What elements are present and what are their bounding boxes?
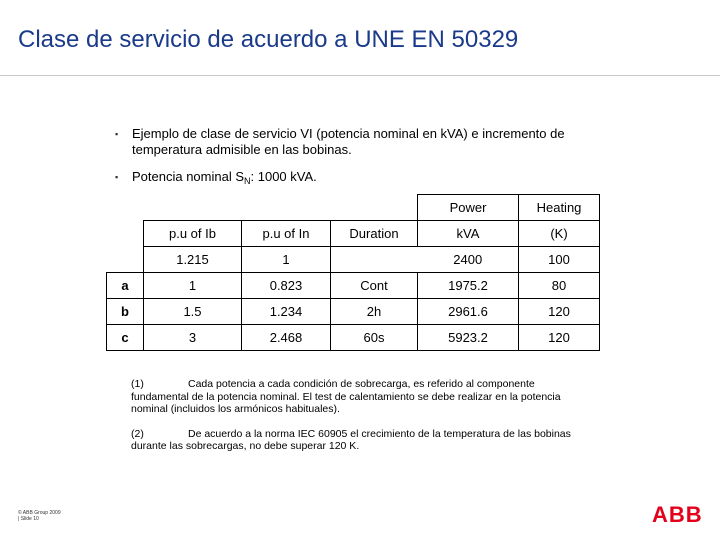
footnote [131, 378, 589, 416]
table-cell: 2.468 [242, 325, 331, 351]
bullet-item [115, 169, 585, 186]
table-row [107, 273, 600, 299]
table-row [107, 247, 600, 273]
table-cell: 80 [519, 273, 600, 299]
footnotes [131, 378, 589, 465]
header-cell: p.u of In [242, 221, 331, 247]
row-label: a [107, 273, 144, 299]
table-row [107, 325, 600, 351]
table-cell: 120 [519, 299, 600, 325]
bullet-list [115, 126, 585, 197]
table-cell: 2961.6 [418, 299, 519, 325]
table-group-header-row [107, 195, 600, 221]
slide-number: | Slide 10 [18, 516, 39, 522]
power-group-header: Power [418, 195, 519, 221]
footnote-number: (1) [131, 378, 144, 390]
row-label: c [107, 325, 144, 351]
header-cell: p.u of Ib [144, 221, 242, 247]
table-cell: 1.215 [144, 247, 242, 273]
table-cell: 2h [331, 299, 418, 325]
bullet-text-prefix: Potencia nominal S [132, 169, 245, 184]
page-title: Clase de servicio de acuerdo a UNE EN 50329 [18, 26, 519, 53]
table-cell: 3 [144, 325, 242, 351]
footnote [131, 428, 589, 453]
table-cell: 2400 [418, 247, 519, 273]
footnote-text: Cada potencia a cada condición de sobrecarga, es referido al componente fundamental de la potencia nominal. El test de calentamiento se debe realizar en la potencia nominal (incluidos los armónicos habituales). [131, 378, 561, 415]
header-cell: Duration [331, 221, 418, 247]
table-cell: 100 [519, 247, 600, 273]
table-cell: 1 [242, 247, 331, 273]
table-cell: 1.234 [242, 299, 331, 325]
copyright-text: © ABB Group 2009 [18, 510, 61, 516]
bullet-text-suffix: : 1000 kVA. [250, 169, 317, 184]
header-cell: (K) [519, 221, 600, 247]
table-cell: 0.823 [242, 273, 331, 299]
bullet-text: Ejemplo de clase de servicio VI (potencia nominal en kVA) e incremento de temperatura admisible en las bobinas. [132, 126, 565, 157]
bullet-text-subscript: N [244, 176, 251, 186]
heating-group-header: Heating [519, 195, 600, 221]
table-cell: 1.5 [144, 299, 242, 325]
bullet-marker-icon: ▪ [115, 172, 119, 182]
table-cell: 5923.2 [418, 325, 519, 351]
table-cell: Cont [331, 273, 418, 299]
bullet-item [115, 126, 585, 158]
table-cell: 1 [144, 273, 242, 299]
title-divider [0, 75, 720, 76]
table-cell: 60s [331, 325, 418, 351]
table-cell [331, 247, 418, 273]
table-cell: 1975.2 [418, 273, 519, 299]
footnote-text: De acuerdo a la norma IEC 60905 el crecimiento de la temperatura de las bobinas durante las sobrecargas, no debe superar 120 K. [131, 427, 571, 452]
bullet-marker-icon: ▪ [115, 129, 119, 139]
footnote-number: (2) [131, 427, 144, 440]
abb-logo: ABB [652, 502, 703, 527]
table-row [107, 299, 600, 325]
table-cell: 120 [519, 325, 600, 351]
row-label: b [107, 299, 144, 325]
header-cell: kVA [418, 221, 519, 247]
table-header-row [107, 221, 600, 247]
slide-footer [18, 510, 61, 522]
bullet-text [132, 169, 317, 184]
service-class-table [106, 194, 600, 351]
